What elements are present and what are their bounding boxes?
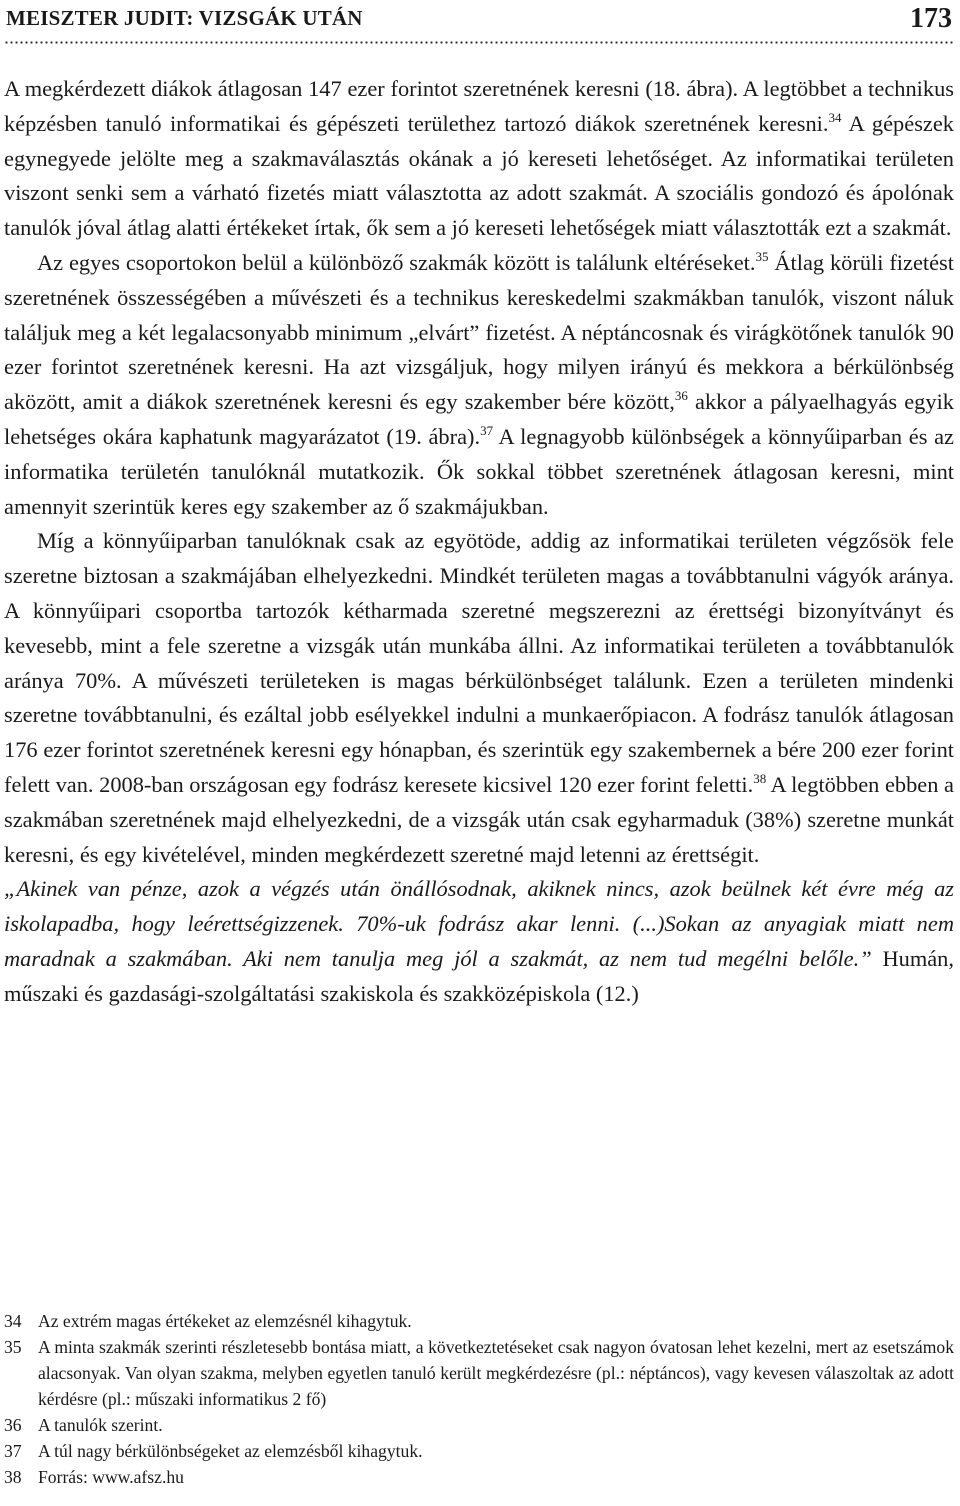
footnote-38 [4,1464,954,1490]
paragraph-2-text-d: A legnagyobb különbségek a könnyűiparban és az informatika területén tanulóknál mutatkozik. Ők sokkal többet szeretnének átlagosan keresni, mint amennyit szerintük keres egy szakember az ő szakmájukban. [4,423,954,519]
paragraph-1 [4,72,954,246]
paragraph-2-text-c: akkor a pályaelhagyás egyik lehetséges okára kaphatunk magyarázatot (19. ábra). [4,389,954,449]
page-number: 173 [910,3,952,34]
footnote-ref-38: 38 [753,770,767,786]
footnote-ref-35: 35 [755,248,769,264]
quote-source: Humán, műszaki és gazdasági-szolgáltatási szakiskola és szakközépiskola (12.) [4,945,954,1006]
paragraph-1-text-a: A megkérdezett diákok átlagosan 147 ezer forintot szeretnének keresni (18. ábra). A legtöbbet a technikus képzésben tanuló informatikai és gépészeti területhez tartozó diákok szeretnének keresni. [4,76,954,136]
footnote-number: 34 [4,1311,22,1331]
running-header [6,4,952,40]
paragraph-2-text-a: Az egyes csoportokon belül a különböző szakmák között is találunk eltéréseket. [37,249,756,275]
body-text [4,72,954,1012]
paragraph-2 [4,246,954,524]
footnote-number: 38 [4,1467,22,1487]
paragraph-3-text-a: Míg a könnyűiparban tanulóknak csak az egyötöde, addig az informatikai területen végzősök fele szeretne biztosan a szakmájában elhelyezkedni. Mindkét területen magas a továbbtanulni vágyók aránya. A könnyűipari csoportba tartozók kétharmada szeretné megszerezni az érettségi bizonyítványt és kevesebb, mint a fele szeretne a vizsgák után munkába állni. Az informatikai területen a továbbtanulók aránya 70%. A művészeti területeken is magas bérkülönbséget találunk. Ezen a területen mindenki szeretne továbbtanulni, és ezáltal jobb esélyekkel indulni a munkaerőpiacon. A fodrász tanulók átlagosan 176 ezer forintot szeretnének keresni egy hónapban, és szerintük egy szakembernek a bére 200 ezer forint felett van. 2008-ban országosan egy fodrász keresete kicsivel 120 ezer forint feletti. [4,528,954,797]
footnote-ref-36: 36 [674,388,688,404]
footnote-text: A túl nagy bérkülönbségeket az elemzésből kihagytuk. [38,1441,423,1461]
footnotes [4,1308,954,1490]
paragraph-1-text-b: A gépészek egynegyede jelölte meg a szakmaválasztás okának a jó kereseti lehetőséget. Az informatikai területen viszont senki sem a várható fizetés miatt választotta az adott szakmát. A szociális gondozó és ápolónak tanulók jóval átlag alatti értékeket írtak, ők sem a jó kereseti lehetőségek miatt választották ezt a szakmát. [4,110,954,241]
paragraph-2-text-b: Átlag körüli fizetést szeretnének összességében a művészeti és a technikus kereskedelmi szakmákban tanulók, viszont náluk találjuk meg a két legalacsonyabb minimum „elvárt” fizetést. A néptáncosnak és virágkötőnek tanulók 90 ezer forintot szeretnének keresni. Ha azt vizsgáljuk, hogy milyen irányú és mekkora a bérkülönbség aközött, amit a diákok szeretnének keresni és egy szakember bére között, [4,249,954,415]
paragraph-3-text-b: A legtöbben ebben a szakmában szeretnének majd elhelyezkedni, de a vizsgák után csak egyharmaduk (38%) szeretne munkát keresni, és egy kivételével, minden megkérdezett szeretné majd letenni az érettségit. [4,771,954,867]
footnote-36 [4,1412,954,1438]
footnote-ref-37: 37 [480,422,494,438]
footnote-ref-34: 34 [828,109,842,125]
footnote-text: Forrás: www.afsz.hu [38,1467,184,1487]
quote-text: „Akinek van pénze, azok a végzés után önállósodnak, akiknek nincs, azok beülnek két évre még az iskolapadba, hogy leérettségizzenek. 70%-uk fodrász akar lenni. (...)Sokan az anyagiak miatt nem maradnak a szakmában. Aki nem tanulja meg jól a szakmát, az nem tud megélni belőle.” [4,876,954,971]
footnote-number: 36 [4,1415,22,1435]
footnote-number: 35 [4,1337,22,1357]
footnote-number: 37 [4,1441,22,1461]
block-quote [4,872,954,1011]
running-title: MEISZTER JUDIT: VIZSGÁK UTÁN [6,6,363,30]
footnote-text: A minta szakmák szerinti részletesebb bontása miatt, a következtetéseket csak nagyon óvatosan lehet kezelni, mert az esetszámok alacsonyak. Van olyan szakma, melyben egyetlen tanuló került megkérdezésre (pl.: néptáncos), vagy kevesen válaszoltak az adott kérdésre (pl.: műszaki informatikus 2 fő) [38,1337,954,1409]
footnote-text: Az extrém magas értékeket az elemzésnél kihagytuk. [38,1311,412,1331]
footnote-text: A tanulók szerint. [38,1415,163,1435]
footnote-34 [4,1308,954,1334]
footnote-35 [4,1334,954,1412]
header-dotted-rule [4,41,954,44]
paragraph-3 [4,524,954,872]
footnote-37 [4,1438,954,1464]
